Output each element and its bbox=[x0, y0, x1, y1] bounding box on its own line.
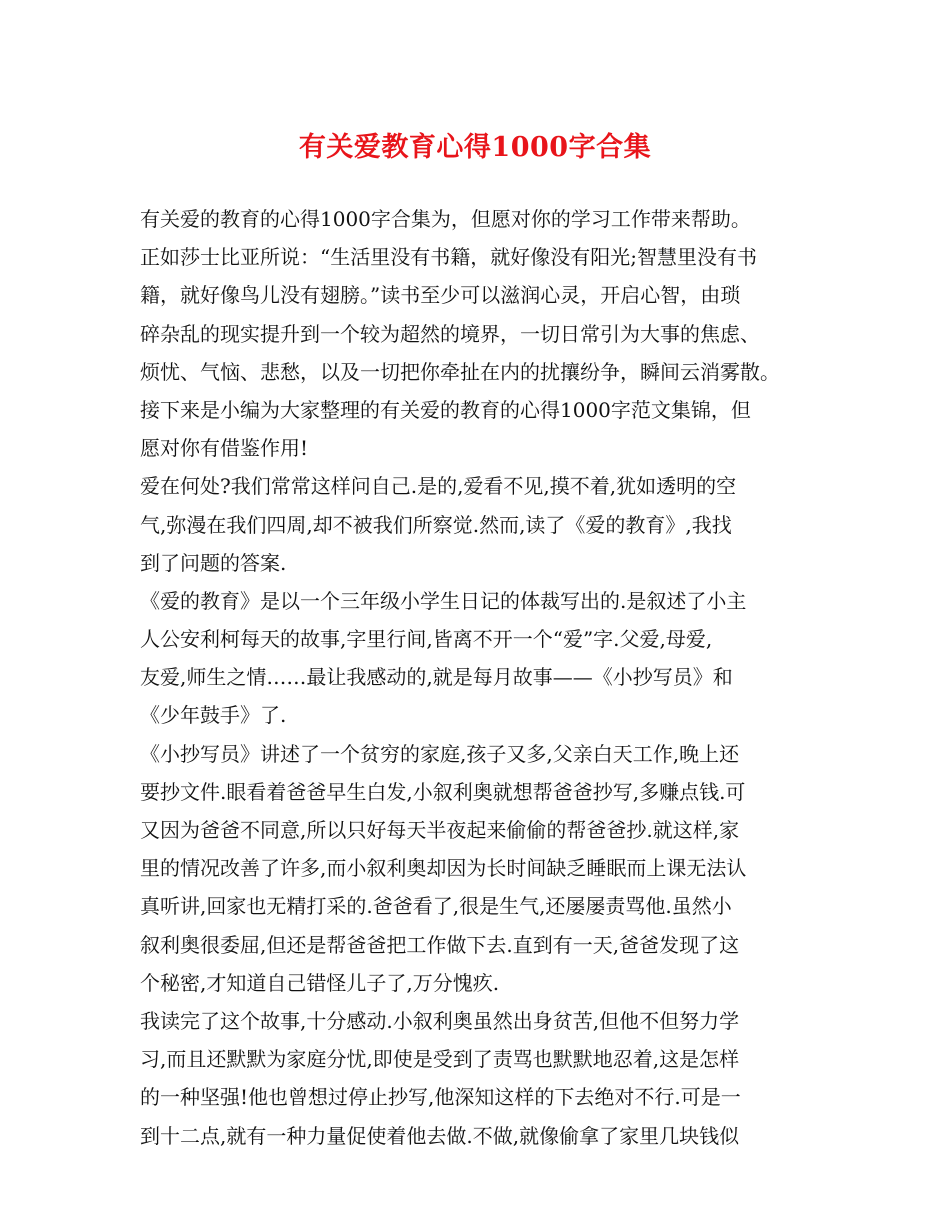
document-title: 有关爱教育心得1000字合集 bbox=[298, 132, 652, 163]
text-line: 愿对你有借鉴作用! bbox=[140, 436, 309, 461]
text-line: 我读完了这个故事,十分感动.小叙利奥虽然出身贫苦,但他不但努力学 bbox=[140, 1008, 740, 1033]
text-line: 正如莎士比亚所说：“生活里没有书籍，就好像没有阳光;智慧里没有书 bbox=[140, 245, 757, 270]
document-body bbox=[140, 200, 815, 1155]
text-line: 叙利奥很委屈,但还是帮爸爸把工作做下去.直到有一天,爸爸发现了这 bbox=[140, 932, 740, 957]
text-line: 人公安利柯每天的故事,字里行间,皆离不开一个“爱”字.父爱,母爱, bbox=[140, 627, 713, 652]
text-line: 真听讲,回家也无精打采的.爸爸看了,很是生气,还屡屡责骂他.虽然小 bbox=[140, 894, 732, 919]
text-line: 《爱的教育》是以一个三年级小学生日记的体裁写出的.是叙述了小主 bbox=[140, 588, 747, 613]
text-line: 烦忧、气恼、悲愁，以及一切把你牵扯在内的扰攘纷争，瞬间云消雾散。 bbox=[140, 359, 780, 384]
text-line: 籍，就好像鸟儿没有翅膀。”读书至少可以滋润心灵，开启心智，由琐 bbox=[140, 283, 741, 308]
text-line: 习,而且还默默为家庭分忧,即使是受到了责骂也默默地忍着,这是怎样 bbox=[140, 1047, 740, 1072]
text-line: 友爱,师生之情……最让我感动的,就是每月故事——《小抄写员》和 bbox=[140, 665, 733, 690]
text-line: 的一种坚强!他也曾想过停止抄写,他深知这样的下去绝对不行.可是一 bbox=[140, 1085, 741, 1110]
text-line: 到十二点,就有一种力量促使着他去做.不做,就像偷拿了家里几块钱似 bbox=[140, 1123, 740, 1148]
text-line: 个秘密,才知道自己错怪儿子了,万分愧疚. bbox=[140, 970, 500, 995]
text-line: 又因为爸爸不同意,所以只好每天半夜起来偷偷的帮爸爸抄.就这样,家 bbox=[140, 818, 740, 842]
text-line: 接下来是小编为大家整理的有关爱的教育的心得1000字范文集锦，但 bbox=[140, 397, 751, 422]
text-line: 《小抄写员》讲述了一个贫穷的家庭,孩子又多,父亲白天工作,晚上还 bbox=[140, 741, 740, 766]
text-line: 要抄文件.眼看着爸爸早生白发,小叙利奥就想帮爸爸抄写,多赚点钱.可 bbox=[140, 779, 746, 804]
text-line: 气,弥漫在我们四周,却不被我们所察觉.然而,读了《爱的教育》,我找 bbox=[140, 512, 732, 537]
text-line: 有关爱的教育的心得1000字合集为，但愿对你的学习工作带来帮助。 bbox=[140, 207, 751, 231]
text-line: 爱在何处?我们常常这样问自己.是的,爱看不见,摸不着,犹如透明的空 bbox=[140, 474, 737, 499]
text-line: 里的情况改善了许多,而小叙利奥却因为长时间缺乏睡眠而上课无法认 bbox=[140, 856, 747, 881]
text-line: 碎杂乱的现实提升到一个较为超然的境界，一切日常引为大事的焦虑、 bbox=[140, 321, 760, 346]
text-line: 《少年鼓手》了. bbox=[140, 703, 287, 728]
text-line: 到了问题的答案. bbox=[140, 550, 287, 575]
